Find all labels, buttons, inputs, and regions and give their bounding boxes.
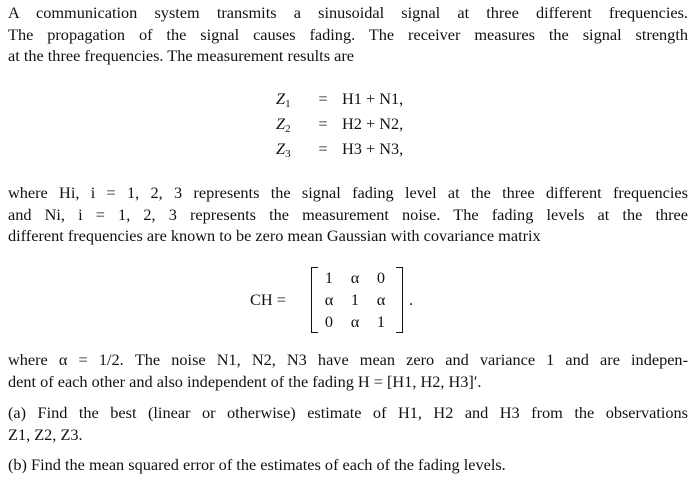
fading-description-paragraph [8,182,688,247]
lower-line-1: where α = 1/2. The noise N1, N2, N3 have mean zero and variance 1 and are indepen- [8,350,688,369]
equation-lhs: $Z_1$ [276,89,291,110]
measurement-equations [8,88,688,163]
intro-line-1: A communication system transmits a sinusoidal signal at three different frequencies. [8,3,688,22]
matrix-cell: α [376,290,386,309]
question-part-a [8,402,688,445]
equals-sign: = [318,114,328,133]
middle-line-1: where Hi, i = 1, 2, 3 represents the signal fading level at the three different frequencies [8,183,688,202]
intro-paragraph [8,2,688,67]
covariance-matrix [8,265,688,335]
equation-row-1 [8,88,688,113]
matrix-cell: 0 [376,268,386,287]
matrix-cell: α [350,312,360,331]
lower-line-2: dent of each other and also independent of the fading H = [H1, H2, H3]′. [8,371,482,391]
equals-sign: = [318,89,328,108]
left-bracket [311,267,318,333]
equation-lhs: $Z_3$ [276,139,291,160]
equation-lhs: $Z_2$ [276,114,291,135]
part-b-line-1: (b) Find the mean squared error of the estimates of each of the fading levels. [8,455,506,474]
noise-description-paragraph [8,349,688,392]
matrix-cell: 1 [324,268,334,287]
middle-line-3: different frequencies are known to be zero mean Gaussian with covariance matrix [8,226,541,245]
equals-sign: = [318,139,328,158]
matrix-cell: α [324,290,334,309]
part-a-line-1: (a) Find the best (linear or otherwise) estimate of H1, H2 and H3 from the observations [8,403,688,422]
equation-row-3 [8,138,688,163]
middle-line-2: and Ni, i = 1, 2, 3 represents the measurement noise. The fading levels at the three [8,204,688,224]
matrix-period: . [409,290,414,309]
equation-rhs: H2 + N2, [342,114,404,133]
problem-statement [8,2,688,474]
intro-line-3: at the three frequencies. The measurement results are [8,46,354,65]
matrix-cell: 1 [350,290,360,309]
question-part-b [8,454,688,476]
right-bracket [396,267,403,333]
equation-rhs: H1 + N1, [342,89,404,108]
part-a-line-2: Z1, Z2, Z3. [8,424,83,444]
matrix-cell: 1 [376,312,386,331]
equation-rhs: H3 + N3, [342,139,404,158]
matrix-cell: 0 [324,312,334,331]
matrix-label: CH = [250,290,286,309]
matrix-cell: α [350,268,360,287]
intro-line-2: The propagation of the signal causes fading. The receiver measures the signal strength [8,24,688,44]
equation-row-2 [8,113,688,138]
